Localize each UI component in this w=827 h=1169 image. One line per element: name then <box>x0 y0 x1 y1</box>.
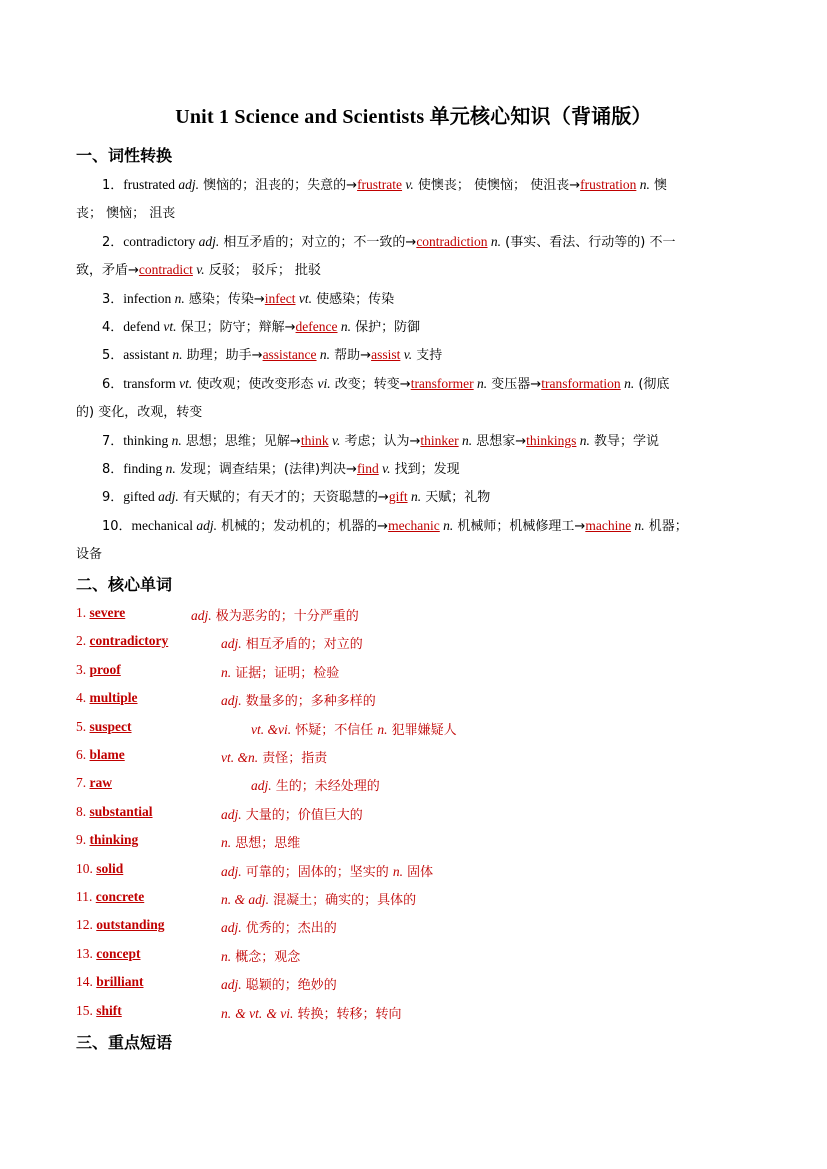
text-run: 7． <box>102 434 124 449</box>
core-word-row <box>76 690 376 710</box>
text-run: 懊恼的；沮丧的；失意的→ <box>199 178 358 193</box>
text-run: n. <box>487 234 502 249</box>
word-form-line <box>76 486 765 505</box>
text-run: n. <box>316 347 331 362</box>
part-of-speech: vt. &n. <box>221 750 259 765</box>
part-of-speech: n. <box>221 835 232 851</box>
text-run: thinking <box>123 433 169 448</box>
item-number: 10. <box>76 860 97 876</box>
text-run: transform <box>123 376 176 391</box>
word-form-line <box>76 259 765 278</box>
word-form-line <box>76 231 765 250</box>
item-number: 3. <box>76 661 90 677</box>
word-form-line <box>76 543 765 562</box>
text-run: 懊 <box>649 178 667 193</box>
word-form-line <box>76 202 765 221</box>
meaning-text: 可靠的；固体的；坚实的 <box>241 864 393 880</box>
meaning-text: 混凝土；确实的；具体的 <box>269 893 417 908</box>
text-run: frustrated <box>123 177 176 192</box>
text-run: assistant <box>123 347 170 362</box>
word-form-line <box>76 174 765 193</box>
part-of-speech: n. <box>377 721 388 737</box>
answer-word: assist <box>371 347 401 362</box>
answer-word: think <box>300 433 329 448</box>
text-run: n. <box>407 489 422 504</box>
word-definition <box>251 719 457 738</box>
word-definition <box>221 633 363 652</box>
text-run: defend <box>123 319 161 334</box>
core-word: concept <box>96 945 141 961</box>
text-run: 4． <box>102 320 124 335</box>
text-run: mechanical <box>131 518 194 533</box>
text-run: 使改观；使改变形态 <box>192 377 318 392</box>
text-run: 机械师；机械修理工→ <box>453 519 586 534</box>
word-definition <box>221 804 363 823</box>
word-definition <box>221 861 433 880</box>
meaning-text: 固体 <box>403 864 434 880</box>
text-run: 设备 <box>76 547 103 562</box>
text-run: 8． <box>102 462 124 477</box>
part-of-speech: n. <box>221 948 232 964</box>
text-run: vt. <box>295 291 313 306</box>
part-of-speech: adj. <box>221 920 242 936</box>
text-run: 帮助→ <box>330 348 372 363</box>
text-run: n. <box>168 433 182 448</box>
text-run: vt. <box>175 376 193 391</box>
answer-word: thinkings <box>526 433 577 448</box>
text-run: 助理；助手→ <box>182 348 263 363</box>
text-run: n. <box>162 461 176 476</box>
text-run: 变压器→ <box>487 377 542 392</box>
part-of-speech: adj. <box>191 608 212 623</box>
meaning-text: 优秀的；杰出的 <box>241 921 337 937</box>
answer-word: mechanic <box>388 518 440 533</box>
text-run: v. <box>402 177 414 192</box>
core-word: concrete <box>95 889 145 904</box>
item-number: 9. <box>76 832 90 848</box>
text-run: 改变；转变→ <box>330 377 411 392</box>
word-definition <box>251 775 380 794</box>
text-run: 2． <box>102 235 124 250</box>
answer-word: transformer <box>410 376 474 391</box>
text-run: n. <box>576 433 590 448</box>
answer-word: frustrate <box>357 177 403 192</box>
word-definition <box>221 889 416 908</box>
text-run: 有天赋的；有天才的；天资聪慧的→ <box>178 490 389 505</box>
meaning-text: 怀疑；不信任 <box>291 722 378 738</box>
word-form-line <box>76 316 765 335</box>
part-of-speech: & vt. <box>235 1005 263 1021</box>
text-run: n. <box>636 177 650 192</box>
text-run: 思想家→ <box>472 434 527 449</box>
text-run: (事实、看法、行动等的) 不一 <box>501 235 676 250</box>
answer-word: transformation <box>541 376 621 391</box>
core-word-row <box>76 1002 402 1022</box>
item-number: 8. <box>76 803 90 819</box>
item-number: 4. <box>76 690 90 706</box>
word-form-line <box>76 288 765 307</box>
part-of-speech: adj. <box>221 806 242 822</box>
part-of-speech: adj. <box>221 863 242 879</box>
item-number: 7. <box>76 775 90 791</box>
word-form-line <box>76 515 765 534</box>
item-number: 14. <box>76 974 97 990</box>
core-word: brilliant <box>96 974 144 990</box>
word-definition <box>221 832 300 851</box>
core-word-row <box>76 803 363 823</box>
section-heading-word-forms: 一、词性转换 <box>76 146 173 165</box>
word-definition <box>221 662 339 681</box>
text-run: 1． <box>102 178 124 193</box>
text-run: 致，矛盾→ <box>76 263 139 278</box>
meaning-text: 聪颖的；绝妙的 <box>241 978 337 994</box>
answer-word: gift <box>388 489 408 504</box>
text-run: 找到；发现 <box>390 462 460 477</box>
text-run: 6． <box>102 377 124 392</box>
meaning-text: 犯罪嫌疑人 <box>387 722 457 738</box>
part-of-speech: n. <box>221 664 232 680</box>
core-word: thinking <box>89 832 139 848</box>
text-run: v. <box>400 347 413 362</box>
meaning-text: 思想；思维 <box>231 836 301 852</box>
core-word-row <box>76 974 337 994</box>
section-heading-core-words: 二、核心单词 <box>76 575 173 594</box>
core-word-row <box>76 832 301 852</box>
meaning-text: 大量的；价值巨大的 <box>241 807 363 823</box>
text-run: 机器； <box>644 519 688 534</box>
text-run: 考虑；认为→ <box>340 434 421 449</box>
text-run: n. <box>439 518 454 533</box>
core-word-row <box>76 633 363 653</box>
text-run: vt. <box>160 319 177 334</box>
text-run: 相互矛盾的；对立的；不一致的→ <box>219 235 417 250</box>
text-run: contradictory <box>123 234 196 249</box>
answer-word: infect <box>264 291 296 306</box>
answer-word: defence <box>295 319 338 334</box>
text-run: 教导；学说 <box>589 434 660 449</box>
meaning-text: 转换；转移；转向 <box>293 1006 402 1022</box>
answer-word: assistance <box>262 347 317 362</box>
word-definition <box>221 690 376 709</box>
text-run: 反驳； 驳斥； 批驳 <box>204 263 322 278</box>
meaning-text: 概念；观念 <box>231 949 301 965</box>
meaning-text: 证据；证明；检验 <box>231 665 340 681</box>
item-number: 11. <box>76 889 96 904</box>
item-number: 2. <box>76 633 90 649</box>
core-word-row <box>76 945 301 965</box>
section-heading-key-phrases: 三、重点短语 <box>76 1033 173 1052</box>
meaning-text: 极为恶劣的；十分严重的 <box>211 609 359 624</box>
core-word-row <box>76 605 359 624</box>
item-number: 1. <box>76 605 90 620</box>
text-run: 的) 变化，改观，转变 <box>76 405 203 420</box>
item-number: 5. <box>76 718 90 734</box>
text-run: adj. <box>193 518 218 533</box>
text-run: 天赋；礼物 <box>421 490 491 505</box>
text-run: 5． <box>102 348 124 363</box>
answer-word: machine <box>585 518 632 533</box>
text-run: 支持 <box>412 348 443 363</box>
page-title: Unit 1 Science and Scientists 单元核心知识（背诵版） <box>175 106 652 128</box>
word-form-line <box>76 430 765 449</box>
core-word-row <box>76 775 380 795</box>
answer-word: contradict <box>138 262 193 277</box>
text-run: gifted <box>123 489 155 504</box>
text-run: 机械的；发动机的；机器的→ <box>217 519 389 534</box>
part-of-speech: adj. <box>221 693 242 709</box>
core-word: solid <box>96 860 124 876</box>
text-run: 思想；思维；见解→ <box>181 434 301 449</box>
part-of-speech: vt. &vi. <box>251 721 292 737</box>
word-form-line <box>76 458 765 477</box>
word-form-line <box>76 401 765 420</box>
text-run: v. <box>192 262 205 277</box>
core-word: shift <box>96 1002 122 1018</box>
core-word: multiple <box>89 690 138 706</box>
core-word: raw <box>89 775 112 791</box>
core-word-row <box>76 889 417 908</box>
core-word-row <box>76 661 340 681</box>
answer-word: thinker <box>420 433 459 448</box>
word-definition <box>221 747 327 766</box>
text-run: n. <box>620 376 635 391</box>
item-number: 15. <box>76 1002 97 1018</box>
answer-word: find <box>356 461 379 476</box>
part-of-speech: n. <box>221 1005 232 1021</box>
part-of-speech: adj. <box>221 636 242 652</box>
core-word-row <box>76 860 434 880</box>
word-form-line <box>76 344 765 363</box>
part-of-speech: n. & adj. <box>221 892 270 907</box>
text-run: adj. <box>154 489 179 504</box>
item-number: 6. <box>76 747 90 762</box>
core-word: substantial <box>89 803 153 819</box>
text-run: n. <box>171 291 185 306</box>
text-run: 使懊丧； 使懊恼； 使沮丧→ <box>413 178 581 193</box>
core-word-row <box>76 718 457 738</box>
core-word-row <box>76 917 337 937</box>
text-run: (彻底 <box>634 377 670 392</box>
word-form-line <box>76 373 765 392</box>
text-run: n. <box>169 347 183 362</box>
part-of-speech: n. <box>392 863 404 879</box>
core-word: proof <box>89 661 121 677</box>
text-run: 保护；防御 <box>351 320 421 335</box>
text-run: 保卫；防守；辩解→ <box>176 320 296 335</box>
text-run: adj. <box>175 177 200 192</box>
core-word: outstanding <box>96 917 165 933</box>
text-run: v. <box>328 433 341 448</box>
item-number: 13. <box>76 945 97 961</box>
word-definition <box>221 917 337 936</box>
text-run: adj. <box>195 234 220 249</box>
meaning-text: 数量多的；多种多样的 <box>241 694 376 710</box>
text-run: 10． <box>102 519 132 534</box>
text-run: 使感染；传染 <box>312 292 395 307</box>
text-run: v. <box>378 461 391 476</box>
text-run: 丧； 懊恼； 沮丧 <box>76 206 176 221</box>
item-number: 12. <box>76 917 97 933</box>
part-of-speech: adj. <box>251 778 272 794</box>
meaning-text: 生的；未经处理的 <box>271 779 380 795</box>
core-word: contradictory <box>89 633 169 649</box>
text-run: infection <box>123 291 172 306</box>
word-definition <box>191 605 359 624</box>
word-definition <box>221 1003 402 1022</box>
text-run: 感染；传染→ <box>184 292 265 307</box>
word-definition <box>221 946 300 965</box>
answer-word: frustration <box>580 177 637 192</box>
part-of-speech: & vi. <box>266 1005 294 1021</box>
core-word: severe <box>89 605 126 620</box>
text-run: n. <box>337 319 352 334</box>
part-of-speech: adj. <box>221 977 242 993</box>
text-run: 发现；调查结果；(法律)判决→ <box>175 462 357 477</box>
meaning-text: 责怪；指责 <box>258 751 328 766</box>
word-definition <box>221 974 337 993</box>
text-run: vi. <box>317 376 331 391</box>
meaning-text: 相互矛盾的；对立的 <box>241 637 363 653</box>
core-word-row <box>76 747 328 766</box>
text-run: finding <box>123 461 163 476</box>
core-word: blame <box>89 747 125 762</box>
text-run: n. <box>631 518 645 533</box>
text-run: 9． <box>102 490 124 505</box>
text-run: n. <box>473 376 488 391</box>
text-run: 3． <box>102 292 124 307</box>
answer-word: contradiction <box>416 234 488 249</box>
text-run: n. <box>458 433 473 448</box>
core-word: suspect <box>89 718 132 734</box>
